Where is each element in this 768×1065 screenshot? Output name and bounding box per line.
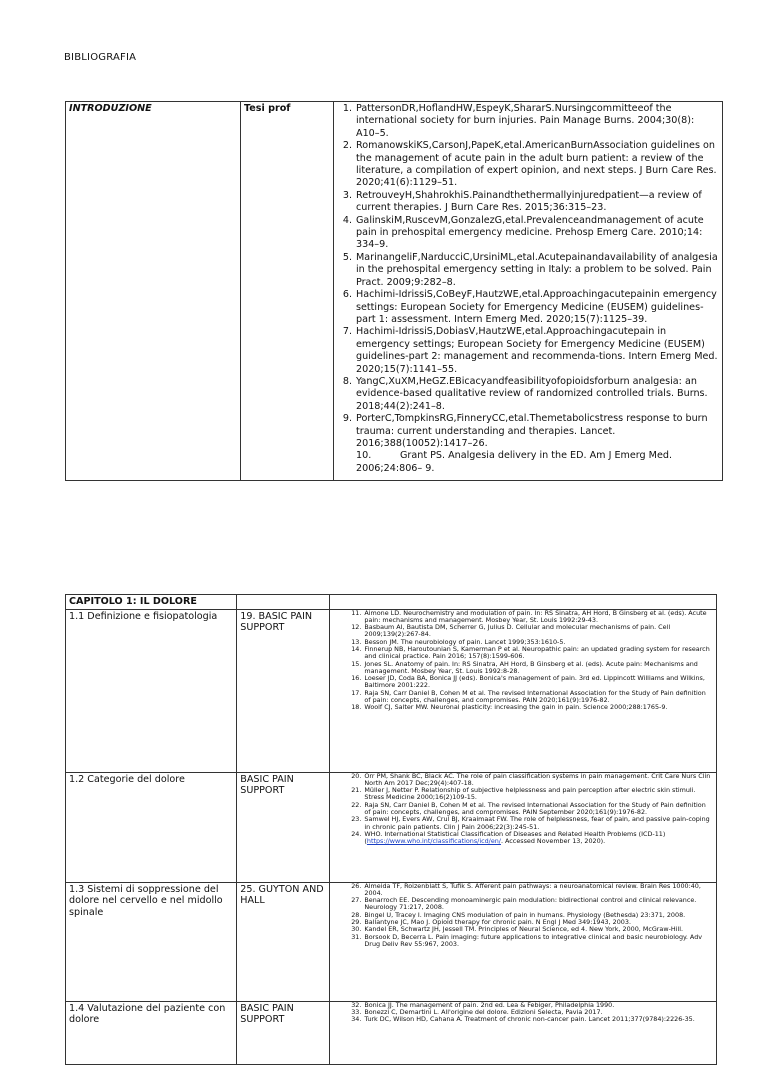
reference-number: 12. [351, 623, 362, 632]
reference-number: 29. [351, 917, 362, 926]
reference-number: 32. [351, 1000, 362, 1009]
reference-item [332, 897, 713, 912]
introduction-table [65, 101, 723, 481]
reference-item [332, 1016, 713, 1023]
reference-text: Hachimi-IdrissiS,DobiasV,HautzWE,etal.Approachingacutepain in emergency settings; European Society for Emergency Medicine (EUSEM) guidelines-part 2: management and recommenda-tions. Intern Emerg Med. 2020;15(7):1141–55. [356, 326, 718, 375]
table-row [66, 609, 717, 772]
reference-item [332, 624, 713, 639]
reference-number: 10. [356, 450, 372, 462]
references-cell [330, 609, 717, 772]
reference-text: RomanowskiKS,CarsonJ,PapeK,etal.AmericanBurnAssociation guidelines on the management of acute pain in the adult burn patient: a review of the literature, a compilation of expert opinion, and next steps. J Burn Care Res. 2020;41(6):1129–51. [356, 140, 717, 189]
reference-number: 30. [351, 925, 362, 934]
reference-list [332, 883, 713, 949]
reference-number: 11. [351, 608, 362, 617]
chapter-title: CAPITOLO 1: IL DOLORE [66, 595, 237, 610]
reference-item [332, 773, 713, 788]
reference-text: PattersonDR,HoflandHW,EspeyK,ShararS.Nursingcommitteeof the international society for burn injuries. Pain Manage Burns. 2004;30(8): A10–5. [356, 103, 695, 139]
reference-number: 15. [351, 659, 362, 668]
reference-item [338, 215, 718, 252]
reference-text: Grant PS. Analgesia delivery in the ED. Am J Emerg Med. 2006;24:806– 9. [356, 450, 672, 474]
reference-number: 8. [342, 375, 352, 387]
reference-number: 34. [351, 1015, 362, 1024]
reference-number: 26. [351, 881, 362, 890]
reference-text: Bonezzi C, Demartini L. All'origine del dolore. Edizioni Selecta, Pavia 2017. [364, 1007, 603, 1016]
reference-number: 31. [351, 932, 362, 941]
reference-text: WHO. International Statistical Classification of Diseases and Related Health Problems (ICD-11) ( [364, 829, 666, 846]
reference-item [332, 690, 713, 705]
reference-list [338, 103, 718, 475]
reference-number: 23. [351, 815, 362, 824]
reference-item [332, 661, 713, 676]
reference-number: 17. [351, 688, 362, 697]
reference-number: 7. [342, 326, 352, 338]
header-empty-cell [237, 595, 330, 610]
reference-item [338, 140, 718, 190]
reference-number: 5. [342, 251, 352, 263]
reference-text: Bonica JJ. The management of pain. 2nd ed. Lea & Febiger, Philadelphia 1990. [364, 1000, 615, 1009]
reference-number: 1. [342, 103, 352, 114]
reference-item [338, 289, 718, 326]
reference-number: 33. [351, 1007, 362, 1016]
reference-text: Benarroch EE. Descending monoaminergic pain modulation: bidirectional control and clinical relevance. Neurology 71:217, 2008. [364, 896, 697, 912]
reference-list [332, 610, 713, 712]
source-cell: BASIC PAIN SUPPORT [237, 772, 330, 882]
section-cell: 1.2 Categorie del dolore [66, 772, 237, 882]
reference-number: 24. [351, 829, 362, 838]
document-title: BIBLIOGRAFIA [64, 52, 137, 63]
reference-text: Kandel ER, Schwartz JH, Jessell TM. Principles of Neural Science, ed 4. New York, 2000, McGraw-Hill. [364, 925, 684, 934]
reference-text: Besson JM. The neurobiology of pain. Lancet 1999;353:1610-5. [364, 637, 566, 646]
reference-text-end: . Accessed November 13, 2020). [500, 837, 606, 846]
reference-item [332, 802, 713, 817]
reference-list [332, 773, 713, 846]
reference-item [332, 646, 713, 661]
reference-item [332, 704, 713, 711]
table-row [66, 882, 717, 1001]
reference-link[interactable]: https://www.who.int/classifications/icd/en/ [366, 837, 501, 846]
reference-item [332, 787, 713, 802]
reference-number: 9. [342, 413, 352, 425]
reference-text: YangC,XuXM,HeGZ.EBicacyandfeasibilityofopioidsforburn analgesia: an evidence-based qualitative review of randomized controlled trials. Burns. 2018;44(2):241–8. [356, 375, 708, 412]
reference-text: Hachimi-IdrissiS,CoBeyF,HautzWE,etal.Approachingacutepainin emergency settings: European Society for Emergency Medicine (EUSEM) guidelines-part 1: assessment. Intern Emerg Med. 2020;15(7):1125–39. [356, 289, 717, 325]
reference-item [338, 103, 718, 140]
reference-item [332, 675, 713, 690]
reference-number: 14. [351, 644, 362, 653]
reference-text: Woolf CJ, Salter MW. Neuronal plasticity: increasing the gain in pain. Science 2000;288:1765-9. [364, 703, 668, 712]
source-cell: BASIC PAIN SUPPORT [237, 1001, 330, 1064]
header-empty-cell [330, 595, 717, 610]
table-row [66, 1001, 717, 1064]
reference-item [338, 252, 718, 289]
reference-number: 3. [342, 189, 352, 201]
reference-text: Borsook D, Becerra L. Pain imaging: future applications to integrative clinical and basic neurobiology. Adv Drug Deliv Rev 55:967, 2003. [364, 932, 703, 948]
chapter-1-table [65, 594, 717, 1065]
reference-number: 13. [351, 637, 362, 646]
references-cell [330, 772, 717, 882]
reference-item [338, 450, 718, 475]
source-cell: Tesi prof [241, 102, 334, 481]
reference-item [332, 883, 713, 898]
reference-text: Loeser JD, Coda BA, Bonica JJ (eds). Bonica's management of pain. 3rd ed. Lippincott Williams and Wilkins, Baltimore 2001:222. [364, 674, 705, 690]
chapter-header-row [66, 595, 717, 610]
reference-text: Raja SN, Carr Daniel B, Cohen M et al. The revised International Association for the Study of Pain definition of pain: concepts, challenges, and compromises. PAIN September 2020;161(9):1976-82. [364, 800, 706, 816]
reference-text: Jones SL. Anatomy of pain. In: RS Sinatra, AH Hord, B Ginsberg et al. (eds). Acute pain: Mechanisms and management. Mosbey Year, St. Louis 1992:8-28. [364, 659, 698, 675]
reference-text: Almeida TF, Roizenblatt S, Tufik S. Afferent pain pathways: a neuroanatomical review. Brain Res 1000:40, 2004. [364, 881, 701, 897]
reference-item [332, 934, 713, 949]
references-cell [334, 102, 723, 481]
reference-text: Turk DC, Wilson HD, Cahana A. Treatment of chronic non-cancer pain. Lancet 2011;377(9784):2226-35. [364, 1015, 695, 1024]
table-row [66, 102, 723, 481]
reference-item [332, 610, 713, 625]
reference-item [332, 816, 713, 831]
reference-text: PorterC,TompkinsRG,FinneryCC,etal.Themetabolicstress response to burn trauma: current understanding and therapies. Lancet. 2016;388(10052):1417–26. [356, 413, 708, 449]
reference-item [338, 376, 718, 413]
reference-text: Finnerup NB, Haroutounian S, Kamerman P et al. Neuropathic pain: an updated grading system for research and clinical practice. Pain 2016; 157(8):1599-606. [364, 644, 710, 661]
reference-number: 4. [342, 214, 352, 226]
section-cell: 1.3 Sistemi di soppressione del dolore nel cervello e nel midollo spinale [66, 882, 237, 1001]
reference-text: Müller J, Netter P. Relationship of subjective helplessness and pain perception after electric skin stimuli. Stress Medicine 2000;16(2)109-15. [364, 786, 696, 802]
reference-text: Samwel HJ, Evers AW, Crul BJ, Kraaimaat FW. The role of helplessness, fear of pain, and passive pain-coping in chronic pain patients. Clin J Pain 2006;22(3):245-51. [364, 815, 710, 831]
source-cell: 19. BASIC PAIN SUPPORT [237, 609, 330, 772]
reference-number: 20. [351, 771, 362, 780]
reference-text: MarinangeliF,NarducciC,UrsiniML,etal.Acutepainandavailability of analgesia in the prehospital emergency setting in Italy: a problem to be solved. Pain Pract. 2009;9:282–8. [356, 251, 718, 288]
reference-number: 22. [351, 800, 362, 809]
section-cell: 1.4 Valutazione del paziente con dolore [66, 1001, 237, 1064]
section-cell: 1.1 Definizione e fisiopatologia [66, 609, 237, 772]
reference-number: 16. [351, 674, 362, 683]
reference-list [332, 1002, 713, 1024]
reference-text: Ballantyne JC, Mao J. Opioid therapy for chronic pain. N Engl J Med 349:1943, 2003. [364, 917, 631, 926]
reference-number: 6. [342, 289, 352, 301]
reference-item [338, 413, 718, 450]
reference-number: 28. [351, 910, 362, 919]
references-cell [330, 882, 717, 1001]
reference-text: Aimone LD. Neurochemistry and modulation of pain. In: RS Sinatra, AH Hord, B Ginsberg et al. (eds). Acute pain: mechanisms and management. Mosbey Year, St. Louis 1992:29-43. [364, 608, 707, 624]
section-cell: INTRODUZIONE [66, 102, 241, 481]
reference-number: 27. [351, 896, 362, 905]
table-row [66, 772, 717, 882]
reference-item [332, 831, 713, 846]
references-cell [330, 1001, 717, 1064]
reference-text: RetrouveyH,ShahrokhiS.Painandthethermallyinjuredpatient—a review of current therapies. J Burn Care Res. 2015;36:315–23. [356, 189, 702, 214]
source-cell: 25. GUYTON AND HALL [237, 882, 330, 1001]
reference-text: Raja SN, Carr Daniel B, Cohen M et al. The revised International Association for the Study of Pain definition of pain: concepts, challenges, and compromises. PAIN 2020;161(9):1976-82. [364, 688, 706, 705]
reference-text: Bingel U, Tracey I. Imaging CNS modulation of pain in humans. Physiology (Bethesda) 23:371, 2008. [364, 910, 686, 919]
reference-number: 21. [351, 786, 362, 795]
reference-number: 18. [351, 703, 362, 712]
reference-text: Basbaum AI, Bautista DM, Scherrer G, Julius D. Cellular and molecular mechanisms of pain. Cell 2009;139(2):267-84. [364, 623, 671, 639]
reference-item [338, 190, 718, 215]
reference-text: Orr PM, Shank BC, Black AC. The role of pain classification systems in pain management. Crit Care Nurs Clin North Am 2017 Dec;29(4):407-18. [364, 771, 711, 787]
reference-item [338, 326, 718, 376]
reference-number: 2. [342, 140, 352, 152]
reference-text: GalinskiM,RuscevM,GonzalezG,etal.Prevalenceandmanagement of acute pain in prehospital emergency medicine. Prehosp Emerg Care. 2010;14: 334–9. [356, 214, 704, 251]
